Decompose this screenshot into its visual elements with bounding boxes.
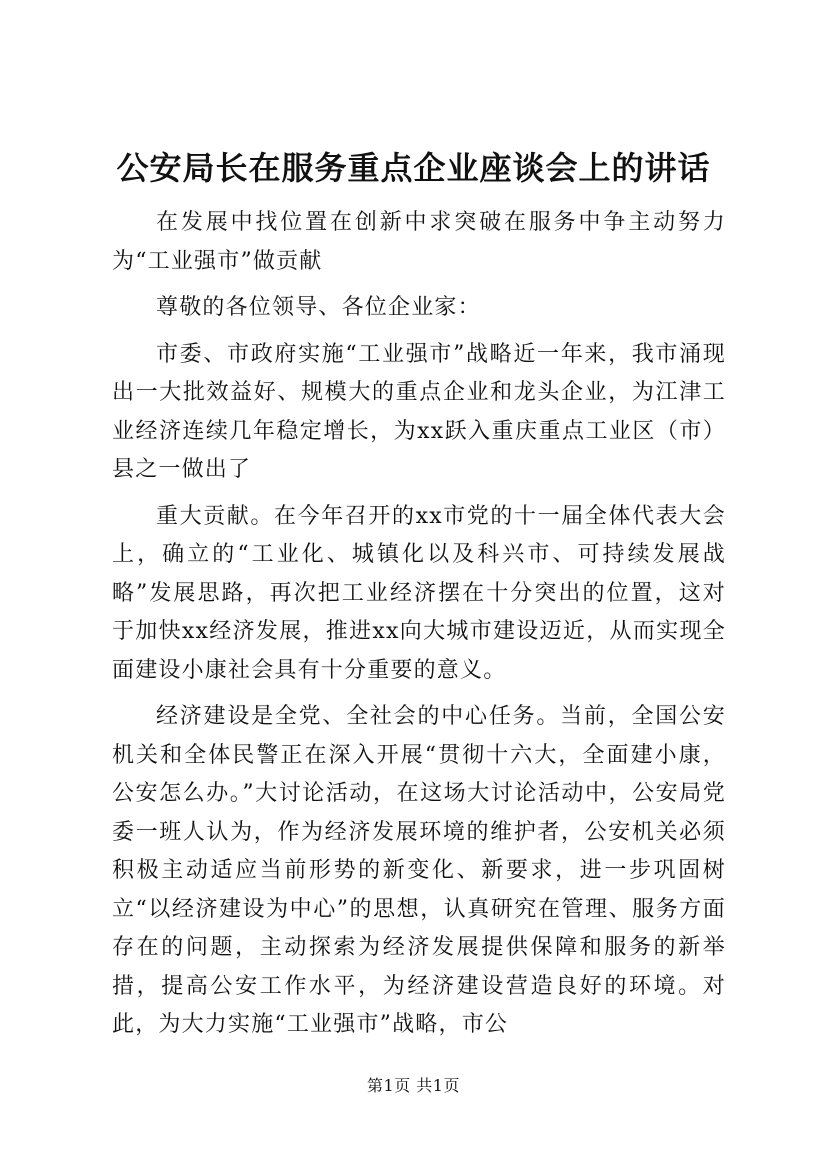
salutation-paragraph: 尊敬的各位领导、各位企业家：	[156, 295, 481, 320]
document-body	[112, 196, 726, 1045]
subtitle-paragraph: 在发展中找位置在创新中求突破在服务中争主动努力为“工业强市”做贡献	[112, 210, 726, 274]
body-paragraph: 经济建设是全党、全社会的中心任务。当前，全国公安机关和全体民警正在深入开展“贯彻十六大，全面建小康，公安怎么办。”大讨论活动，在这场大讨论活动中，公安局党委一班人认为，作为经济发展环境的维护者，公安机关必须积极主动适应当前形势的新变化、新要求，进一步巩固树立“以经济建设为中心”的思想，认真研究在管理、服务方面存在的问题，主动探索为经济发展提供保障和服务的新举措，提高公安工作水平，为经济建设营造良好的环境。对此，为大力实施“工业强市”战略，市公	[112, 704, 726, 1037]
document-title: 公安局长在服务重点企业座谈会上的讲话	[116, 149, 711, 187]
body-paragraph: 重大贡献。在今年召开的xx市党的十一届全体代表大会上，确立的“工业化、城镇化以及科兴市、可持续发展战略”发展思路，再次把工业经济摆在十分突出的位置，这对于加快xx经济发展，推进xx向大城市建设迈近，从而实现全面建设小康社会具有十分重要的意义。	[112, 503, 726, 683]
body-paragraph: 市委、市政府实施“工业强市”战略近一年来，我市涌现出一大批效益好、规模大的重点企业和龙头企业，为江津工业经济连续几年稳定增长，为xx跃入重庆重点工业区（市）县之一做出了	[112, 341, 726, 482]
page-footer: 第1页 共1页	[367, 1076, 460, 1095]
